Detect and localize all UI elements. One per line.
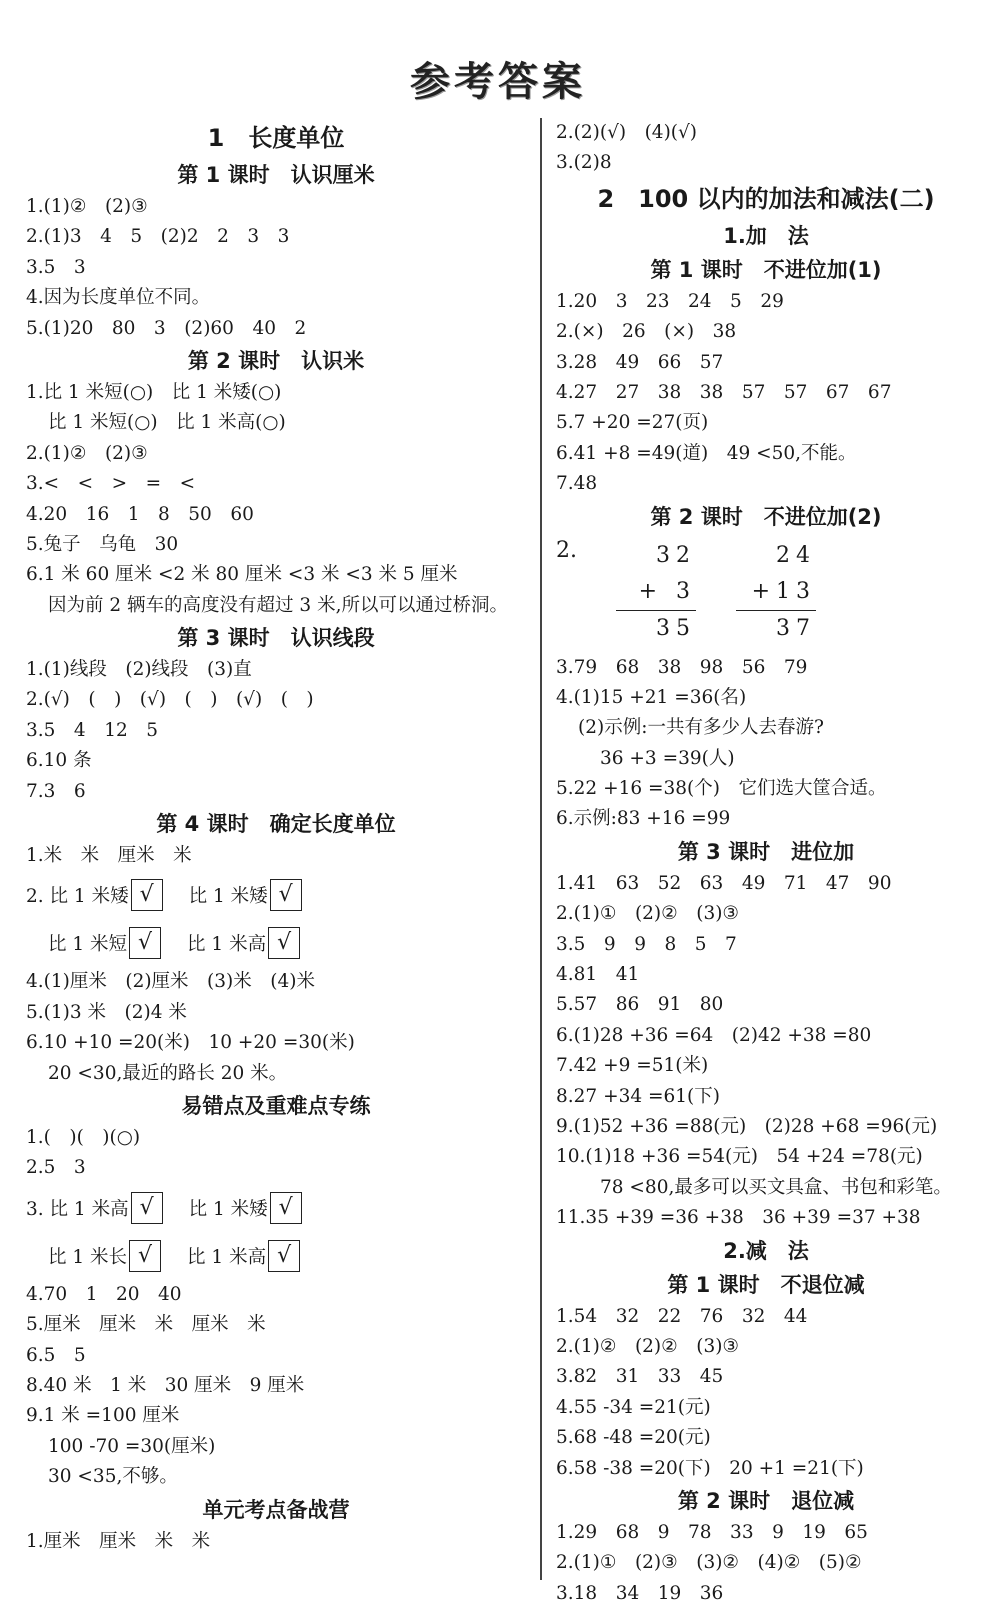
answer-line: 4.81 41 bbox=[556, 964, 640, 986]
answer-line: 8.27 +34 =61(下) bbox=[556, 1085, 720, 1107]
answer-label: 比 1 米高 bbox=[187, 1246, 267, 1268]
answer-line: 3.5 3 bbox=[26, 256, 86, 278]
answer-line: 1.(1)线段 (2)线段 (3)直 bbox=[26, 659, 252, 681]
answer-line: 5.厘米 厘米 米 厘米 米 bbox=[26, 1314, 266, 1336]
answer-line: 2.(1)① (2)② (3)③ bbox=[556, 903, 740, 925]
checkbox-answer-row bbox=[26, 1184, 526, 1232]
answer-line: 7.3 6 bbox=[26, 780, 86, 802]
check-box: √ bbox=[270, 1192, 302, 1224]
section-heading: 单元考点备战营 bbox=[202, 1497, 350, 1522]
section-heading: 易错点及重难点专练 bbox=[181, 1093, 371, 1118]
answer-line: 3.< < > = < bbox=[26, 473, 196, 495]
answer-line: 1.米 米 厘米 米 bbox=[26, 845, 192, 867]
answer-line: 2.(1)3 4 5 (2)2 2 3 3 bbox=[26, 226, 290, 248]
answer-line: 5.兔子 乌龟 30 bbox=[26, 533, 179, 555]
answer-label: 比 1 米矮 bbox=[188, 1198, 268, 1220]
answer-line: 5.(1)3 米 (2)4 米 bbox=[26, 1001, 187, 1023]
answer-line: 6.1 米 60 厘米 <2 米 80 厘米 <3 米 <3 米 5 厘米 bbox=[26, 564, 458, 586]
question-number: 2. bbox=[556, 537, 577, 563]
answer-label: 比 1 米高 bbox=[187, 934, 267, 956]
answer-line: 78 <80,最多可以买文具盒、书包和彩笔。 bbox=[600, 1176, 952, 1198]
check-box: √ bbox=[131, 1192, 163, 1224]
left-column bbox=[26, 118, 526, 1557]
answer-line: 4.因为长度单位不同。 bbox=[26, 287, 211, 309]
check-box: √ bbox=[129, 927, 161, 959]
answer-label: 2. 比 1 米矮 bbox=[26, 886, 129, 908]
answer-line: 1.厘米 厘米 米 米 bbox=[26, 1530, 211, 1552]
section-heading: 第 1 课时 不退位减 bbox=[667, 1272, 865, 1297]
answer-line: 4.(1)厘米 (2)厘米 (3)米 (4)米 bbox=[26, 971, 315, 993]
check-box: √ bbox=[268, 927, 300, 959]
answer-label: 3. 比 1 米高 bbox=[26, 1198, 129, 1220]
column-divider bbox=[540, 118, 542, 1580]
checkbox-answer-row bbox=[26, 1232, 526, 1280]
section-heading: 1.加 法 bbox=[723, 223, 809, 248]
answer-line: 6.41 +8 =49(道) 49 <50,不能。 bbox=[556, 442, 857, 464]
answer-line: (2)示例:一共有多少人去春游? bbox=[578, 717, 824, 739]
answer-line: 7.48 bbox=[556, 473, 598, 495]
sum: 35 bbox=[616, 610, 696, 647]
answer-line: 6.58 -38 =20(下) 20 +1 =21(下) bbox=[556, 1457, 864, 1479]
answer-line: 2.(1)① (2)③ (3)② (4)② (5)② bbox=[556, 1552, 862, 1574]
answer-line: 4.55 -34 =21(元) bbox=[556, 1396, 711, 1418]
answer-line: 9.(1)52 +36 =88(元) (2)28 +68 =96(元) bbox=[556, 1115, 938, 1137]
answer-line: 1.54 32 22 76 32 44 bbox=[556, 1305, 808, 1327]
answer-line: 3.5 9 9 8 5 7 bbox=[556, 933, 737, 955]
answer-line: 1.(1)② (2)③ bbox=[26, 196, 148, 217]
answer-line: 5.(1)20 80 3 (2)60 40 2 bbox=[26, 317, 307, 339]
answer-line: 2.(√) ( ) (√) ( ) (√) ( ) bbox=[26, 689, 314, 711]
answer-line: 3.79 68 38 98 56 79 bbox=[556, 656, 808, 678]
section-heading: 第 3 课时 进位加 bbox=[677, 839, 855, 864]
answer-line: 5.68 -48 =20(元) bbox=[556, 1427, 711, 1449]
answer-line: 3.5 4 12 5 bbox=[26, 719, 159, 741]
answer-line: 比 1 米短(○) 比 1 米高(○) bbox=[48, 412, 286, 434]
answer-line: 5.7 +20 =27(页) bbox=[556, 412, 709, 434]
answer-line: 6.5 5 bbox=[26, 1344, 86, 1366]
answer-line: 3.18 34 19 36 bbox=[556, 1582, 724, 1604]
answer-line: 2.(×) 26 (×) 38 bbox=[556, 321, 737, 343]
answer-line: 5.57 86 91 80 bbox=[556, 994, 724, 1016]
answer-line: 4.20 16 1 8 50 60 bbox=[26, 503, 254, 525]
answer-line: 7.42 +9 =51(米) bbox=[556, 1055, 709, 1077]
answer-line: 100 -70 =30(厘米) bbox=[48, 1435, 216, 1457]
answer-line: 5.22 +16 =38(个) 它们选大筐合适。 bbox=[556, 778, 887, 800]
answer-line: 1.29 68 9 78 33 9 19 65 bbox=[556, 1521, 868, 1543]
answer-line: 1.比 1 米短(○) 比 1 米矮(○) bbox=[26, 381, 282, 403]
addend: + 3 bbox=[638, 578, 696, 604]
answer-label: 比 1 米矮 bbox=[188, 886, 268, 908]
answer-line: 36 +3 =39(人) bbox=[600, 747, 735, 769]
addend: +13 bbox=[751, 578, 816, 604]
checkbox-answer-row bbox=[26, 871, 526, 919]
checkbox-answer-row bbox=[26, 919, 526, 967]
answer-line: 1.41 63 52 63 49 71 47 90 bbox=[556, 872, 892, 894]
vertical-addition-row bbox=[556, 538, 976, 647]
answer-line: 3.(2)8 bbox=[556, 152, 612, 174]
answer-line: 9.1 米 =100 厘米 bbox=[26, 1405, 180, 1427]
answer-line: 2.(2)(√) (4)(√) bbox=[556, 122, 698, 143]
section-heading: 第 1 课时 不进位加(1) bbox=[650, 257, 882, 282]
section-heading: 第 4 课时 确定长度单位 bbox=[156, 812, 396, 837]
answer-line: 4.70 1 20 40 bbox=[26, 1283, 182, 1305]
section-heading: 第 1 课时 认识厘米 bbox=[177, 163, 375, 187]
answer-line: 1.20 3 23 24 5 29 bbox=[556, 290, 784, 312]
answer-line: 8.40 米 1 米 30 厘米 9 厘米 bbox=[26, 1374, 305, 1396]
check-box: √ bbox=[268, 1240, 300, 1272]
answer-line: 6.10 +10 =20(米) 10 +20 =30(米) bbox=[26, 1032, 355, 1054]
page-title: 参考答案 bbox=[410, 59, 586, 105]
section-heading: 第 3 课时 认识线段 bbox=[177, 626, 375, 651]
answer-line: 2.(1)② (2)③ bbox=[26, 442, 148, 464]
section-heading: 第 2 课时 不进位加(2) bbox=[650, 504, 882, 529]
addend: 24 bbox=[776, 542, 816, 568]
section-heading: 2.减 法 bbox=[723, 1238, 809, 1263]
check-box: √ bbox=[131, 879, 163, 911]
answer-line: 3.82 31 33 45 bbox=[556, 1366, 724, 1388]
section-heading: 第 2 课时 退位减 bbox=[677, 1488, 855, 1513]
check-box: √ bbox=[270, 879, 302, 911]
unit-heading: 2 100 以内的加法和减法(二) bbox=[597, 184, 935, 213]
answer-line: 11.35 +39 =36 +38 36 +39 =37 +38 bbox=[556, 1207, 921, 1229]
answer-line: 3.28 49 66 57 bbox=[556, 351, 724, 373]
answer-line: 4.(1)15 +21 =36(名) bbox=[556, 686, 747, 708]
answer-line: 2.5 3 bbox=[26, 1157, 86, 1179]
answer-line: 4.27 27 38 38 57 57 67 67 bbox=[556, 381, 892, 403]
section-heading: 第 2 课时 认识米 bbox=[187, 348, 365, 373]
unit-heading: 1 长度单位 bbox=[207, 124, 345, 152]
answer-line: 2.(1)② (2)② (3)③ bbox=[556, 1335, 740, 1357]
answer-line: 20 <30,最近的路长 20 米。 bbox=[48, 1062, 288, 1084]
answer-line: 1.( )( )(○) bbox=[26, 1126, 141, 1148]
answer-line: 6.10 条 bbox=[26, 750, 92, 772]
sum: 37 bbox=[736, 610, 816, 647]
answer-label: 比 1 米长 bbox=[48, 1246, 128, 1268]
vertical-calculation bbox=[616, 538, 696, 647]
right-column bbox=[556, 118, 976, 1609]
answer-line: 因为前 2 辆车的高度没有超过 3 米,所以可以通过桥洞。 bbox=[48, 594, 508, 616]
vertical-calculation bbox=[736, 538, 816, 647]
answer-line: 10.(1)18 +36 =54(元) 54 +24 =78(元) bbox=[556, 1146, 923, 1168]
check-box: √ bbox=[129, 1240, 161, 1272]
addend: 32 bbox=[656, 542, 696, 568]
answer-label: 比 1 米短 bbox=[48, 934, 128, 956]
answer-line: 6.(1)28 +36 =64 (2)42 +38 =80 bbox=[556, 1024, 872, 1046]
answer-line: 6.示例:83 +16 =99 bbox=[556, 808, 731, 830]
answer-line: 30 <35,不够。 bbox=[48, 1466, 178, 1488]
